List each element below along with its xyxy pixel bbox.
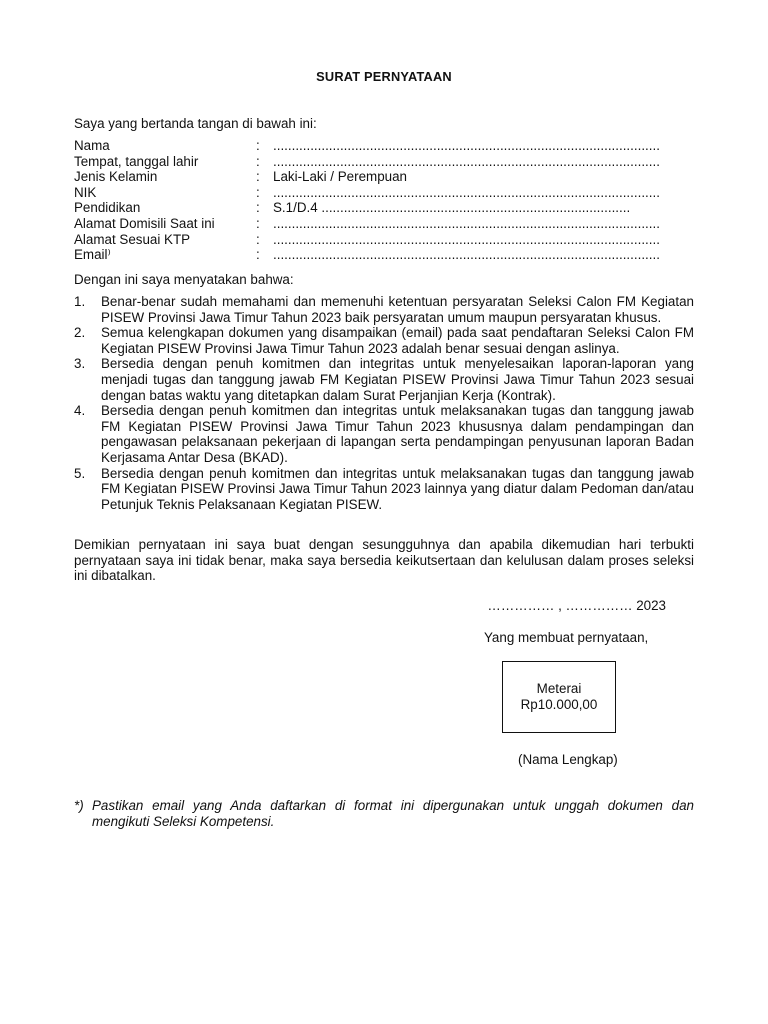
list-item-text: Benar-benar sudah memahami dan memenuhi ketentuan persyaratan Seleksi Calon FM Kegiatan PISEW Provinsi Jawa Timur Tahun 2023 baik persyaratan umum maupun persyaratan khusus. xyxy=(101,294,694,325)
list-item-number: 4. xyxy=(74,403,86,419)
list-item xyxy=(74,294,694,325)
footnote-mark: *) xyxy=(74,798,84,813)
field-value: ........................................................................................................ xyxy=(273,231,660,247)
list-item xyxy=(74,466,694,513)
field-colon: : xyxy=(256,138,260,153)
list-item-text: Bersedia dengan penuh komitmen dan integritas untuk melaksanakan tugas dan tanggung jawab FM Kegiatan PISEW Provinsi Jawa Timur Tahun 2023 lainnya yang diatur dalam Pedoman dan/atau Petunjuk Teknis Pelaksanaan Kegiatan PISEW. xyxy=(101,465,694,512)
field-value: S.1/D.4 ................................................................................... xyxy=(273,200,631,216)
stamp-box xyxy=(502,661,616,733)
footnote xyxy=(74,798,694,829)
personal-data-fields xyxy=(74,138,664,263)
field-label: Tempat, tanggal lahir xyxy=(74,153,199,169)
closing-paragraph: Demikian pernyataan ini saya buat dengan sesungguhnya dan apabila dikemudian hari terbukti pernyataan saya ini tidak benar, maka saya bersedia keikutsertaan dan kelulusan dalam proses seleksi ini dibatalkan. xyxy=(74,537,694,584)
field-colon: : xyxy=(256,200,260,216)
field-colon: : xyxy=(256,153,260,169)
field-row-alamat-ktp xyxy=(74,232,664,248)
list-item xyxy=(74,403,694,465)
field-row-alamat-domisili xyxy=(74,216,664,232)
field-row-nama xyxy=(74,138,664,154)
field-row-nik xyxy=(74,185,664,201)
page-title: SURAT PERNYATAAN xyxy=(316,69,452,84)
field-value: ........................................................................................................ xyxy=(273,153,660,169)
field-value: ........................................................................................................ xyxy=(273,247,660,263)
field-label: Jenis Kelamin xyxy=(74,169,158,185)
list-item-text: Semua kelengkapan dokumen yang disampaikan (email) pada saat pendaftaran Seleksi Calon FM Kegiatan PISEW Provinsi Jawa Timur Tahun 2023 adalah benar sesuai dengan aslinya. xyxy=(101,325,694,356)
field-row-jenis-kelamin xyxy=(74,169,664,185)
field-row-pendidikan xyxy=(74,200,664,216)
field-colon: : xyxy=(256,169,260,185)
field-label: Alamat Domisili Saat ini xyxy=(74,215,215,231)
statement-list xyxy=(74,294,694,512)
signer-label: Yang membuat pernyataan, xyxy=(484,630,649,645)
list-item xyxy=(74,325,694,356)
list-item xyxy=(74,356,694,403)
field-value: ........................................................................................................ xyxy=(273,184,660,200)
field-label: Email⁾ xyxy=(74,247,111,263)
field-colon: : xyxy=(256,184,260,200)
date-line: …………… , …………… 2023 xyxy=(487,598,666,613)
field-colon: : xyxy=(256,247,260,263)
list-item-number: 1. xyxy=(74,294,86,309)
field-label: NIK xyxy=(74,184,97,200)
stamp-amount: Rp10.000,00 xyxy=(520,697,598,712)
field-label: Alamat Sesuai KTP xyxy=(74,231,191,247)
intro-text: Saya yang bertanda tangan di bawah ini: xyxy=(74,116,317,131)
full-name-placeholder: (Nama Lengkap) xyxy=(518,752,618,767)
footnote-text: Pastikan email yang Anda daftarkan di format ini dipergunakan untuk unggah dokumen dan mengikuti Seleksi Kompetensi. xyxy=(92,798,694,829)
field-value: ........................................................................................................ xyxy=(273,215,660,231)
field-label: Pendidikan xyxy=(74,200,141,216)
field-value: ........................................................................................................ xyxy=(273,138,660,153)
field-colon: : xyxy=(256,231,260,247)
field-row-tempat-tanggal-lahir xyxy=(74,154,664,170)
list-item-number: 3. xyxy=(74,356,86,372)
list-item-text: Bersedia dengan penuh komitmen dan integritas untuk menyelesaikan laporan-laporan yang menjadi tugas dan tanggung jawab FM Kegiatan PISEW Provinsi Jawa Timur Tahun 2023 sesuai dengan batas waktu yang ditetapkan dalam Surat Perjanjian Kerja (Kontrak). xyxy=(101,356,694,403)
field-value: Laki-Laki / Perempuan xyxy=(273,169,407,185)
field-label: Nama xyxy=(74,138,110,153)
list-item-number: 2. xyxy=(74,325,86,341)
field-colon: : xyxy=(256,215,260,231)
list-item-number: 5. xyxy=(74,465,86,481)
statement-intro: Dengan ini saya menyatakan bahwa: xyxy=(74,272,294,287)
field-row-email xyxy=(74,247,664,263)
list-item-text: Bersedia dengan penuh komitmen dan integritas untuk melaksanakan tugas dan tanggung jawab FM Kegiatan PISEW Provinsi Jawa Timur Tahun 2023 khususnya dalam pendampingan dan pengawasan pelaksanaan pekerjaan di lapangan serta pendampingan penyusunan laporan Badan Kerjasama Antar Desa (BKAD). xyxy=(101,403,694,465)
stamp-label: Meterai xyxy=(536,681,582,697)
